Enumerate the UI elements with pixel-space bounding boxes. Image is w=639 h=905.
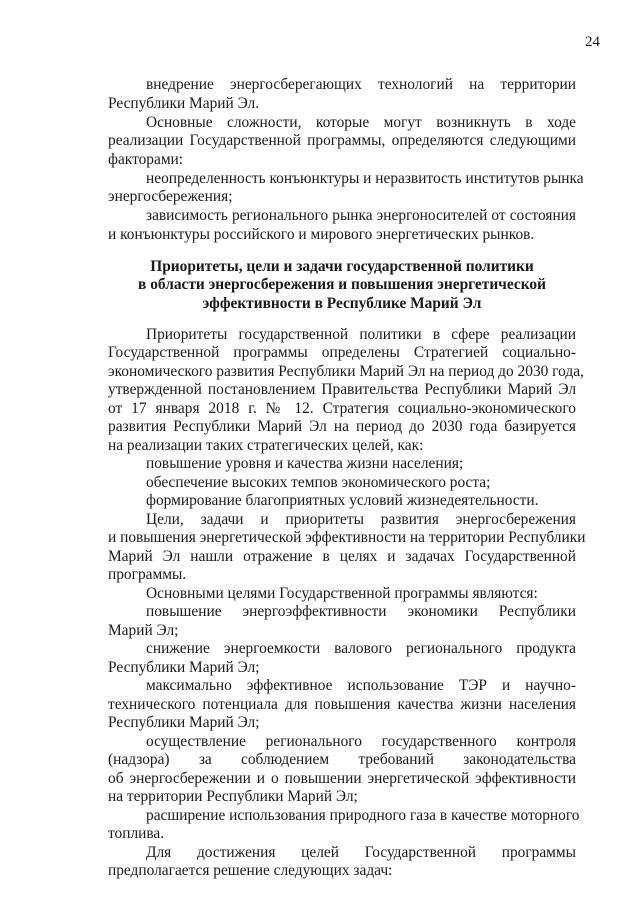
text-line: внедрение энергосберегающих технологий на территории [146,76,576,93]
list-item: Марий Эл; [108,622,179,639]
text-line: Марий Эл нашли отражение в целях и задачах Государственной [108,548,576,565]
list-item: об энергосбережении и о повышении энергетической эффективности [108,770,576,787]
text-line: и конъюнктуры российского и мирового энергетических рынков. [108,226,535,243]
page-number: 24 [585,34,600,50]
text-line: программы. [108,566,187,583]
list-item: расширение использования природного газа в качестве моторного [146,807,580,824]
text-line: Республики Марий Эл. [108,95,260,112]
list-item: максимально эффективное использование ТЭР и научно- [146,677,576,694]
text-line: Основными целями Государственной программы являются: [146,585,538,602]
list-item: топлива. [108,825,165,842]
section-heading-line: эффективности в Республике Марий Эл [202,295,482,312]
text-line: Цели, задачи и приоритеты развития энергосбережения [146,511,576,528]
section-heading-line: Приоритеты, цели и задачи государственной политики [150,258,534,275]
text-line: факторами: [108,151,184,168]
text-line: и повышения энергетической эффективности на территории Республики [108,529,586,546]
text-line: неопределенность конъюнктуры и неразвитость институтов рынка [146,170,584,187]
text-line: реализации Государственной программы, определяются следующими [108,132,576,149]
list-item: Республики Марий Эл; [108,659,260,676]
text-line: на реализации таких стратегических целей, как: [108,437,424,454]
text-line: экономического развития Республики Марий Эл на период до 2030 года, [108,363,584,380]
text-line: Государственной программы определены Стратегией социально- [108,344,576,361]
list-item: снижение энергоемкости валового регионального продукта [146,640,576,657]
text-line: зависимость регионального рынка энергоносителей от состояния [146,207,576,224]
section-heading-line: в области энергосбережения и повышения энергетической [138,276,546,293]
text-line: Приоритеты государственной политики в сфере реализации [146,326,576,343]
text-line: Для достижения целей Государственной программы [146,844,576,861]
list-item: Республики Марий Эл; [108,714,260,731]
list-item: (надзора) за соблюдением требований законодательства [108,751,576,768]
list-item: формирование благоприятных условий жизнедеятельности. [146,492,539,509]
list-item: повышение энергоэффективности экономики Республики [146,603,576,620]
list-item: обеспечение высоких темпов экономического роста; [146,474,491,491]
text-line: от 17 января 2018 г. № 12. Стратегия социально-экономического [108,400,576,417]
list-item: технического потенциала для повышения качества жизни населения [108,696,576,713]
text-line: развития Республики Марий Эл на период до 2030 года базируется [108,418,576,435]
text-line: предполагается решение следующих задач: [108,862,393,879]
list-item: на территории Республики Марий Эл; [108,788,358,805]
list-item: повышение уровня и качества жизни населения; [146,455,464,472]
text-line: Основные сложности, которые могут возникнуть в ходе [146,114,576,131]
text-line: утвержденной постановлением Правительства Республики Марий Эл [108,381,576,398]
text-line: энергосбережения; [108,188,233,205]
list-item: осуществление регионального государственного контроля [146,733,576,750]
